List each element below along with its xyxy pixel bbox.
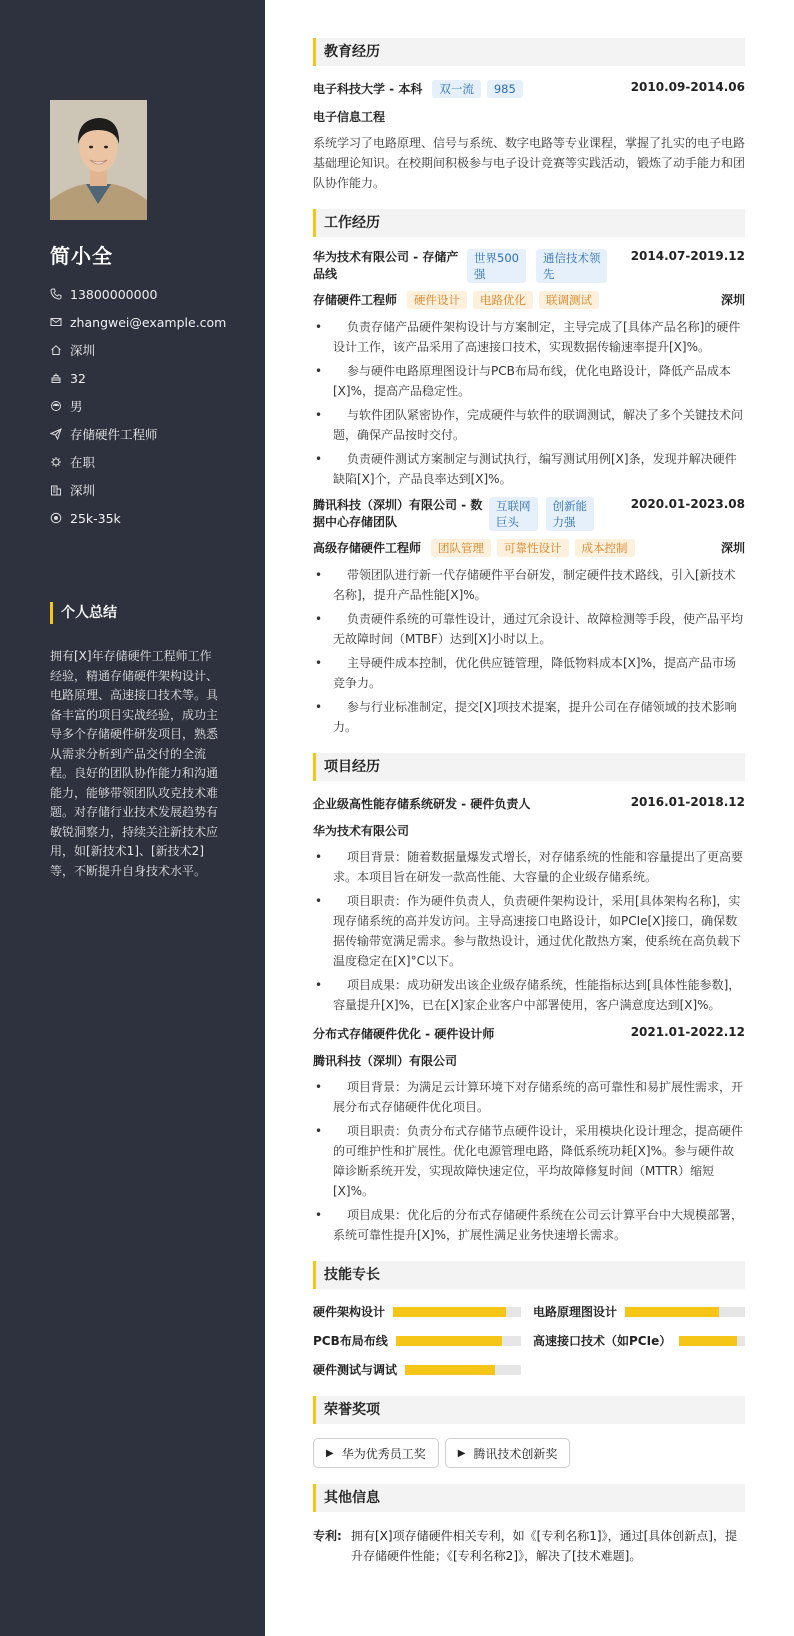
project-date: 2021.01-2022.12 xyxy=(630,1025,745,1039)
skill-bar xyxy=(396,1336,521,1346)
job-position: 存储硬件工程师 xyxy=(313,293,398,307)
project-header xyxy=(313,795,745,812)
summary-section-title: 个人总结 xyxy=(50,602,117,624)
job-city: 深圳 xyxy=(720,293,745,307)
info-text: 在职 xyxy=(70,455,96,470)
school-name: 电子科技大学 - 本科 xyxy=(313,82,423,96)
building-icon xyxy=(50,484,62,496)
job-bullets xyxy=(313,565,745,737)
education-major: 电子信息工程 xyxy=(313,110,386,124)
info-text: zhangwei@example.com xyxy=(70,314,227,330)
skill-tag: 电路优化 xyxy=(473,291,533,309)
education-description: 系统学习了电路原理、信号与系统、数字电路等专业课程，掌握了扎实的电子电路基础理论知识。在校期间积极参与电子设计竞赛等实践活动，锻炼了动手能力和团队协作能力。 xyxy=(313,136,746,190)
sidebar xyxy=(0,0,265,1636)
list-item: • 项目背景：为满足云计算环境下对存储系统的高可靠性和易扩展性需求，开展分布式存储硬件优化项目。 xyxy=(313,1077,745,1117)
skill-bar xyxy=(393,1307,521,1317)
job-entry xyxy=(313,249,745,489)
award-label: 腾讯技术创新奖 xyxy=(473,1446,558,1461)
info-text: 13800000000 xyxy=(70,286,158,302)
summary-text: 拥有[X]年存储硬件工程师工作经验，精通存储硬件架构设计、电路原理、高速接口技术等。具备丰富的项目实战经验，成功主导多个存储硬件研发项目，熟悉从需求分析到产品交付的全流程。良好的团队协作能力和沟通能力，能够带领团队攻克技术难题。对存储行业技术发展趋势有敏锐洞察力，持续关注新技术应用，如[新技术1]、[新技术2]等，不断提升自身技术水平。 xyxy=(50,649,219,878)
company-tag: 创新能 力强 xyxy=(546,497,595,531)
skill-bar xyxy=(625,1307,745,1317)
project-name: 企业级高性能存储系统研发 - 硬件负责人 xyxy=(313,797,531,811)
list-item: • 负责存储产品硬件架构设计与方案制定，主导完成了[具体产品名称]的硬件设计工作，该产品采用了高速接口技术，实现数据传输速率提升[X]%。 xyxy=(313,317,745,357)
list-item: • 项目成果：成功研发出该企业级存储系统，性能指标达到[具体性能参数]，容量提升[X]%，已在[X]家企业客户中部署使用，客户满意度达到[X]%。 xyxy=(313,975,745,1015)
skill-bar-fill xyxy=(679,1336,737,1346)
project-company: 华为技术有限公司 xyxy=(313,824,410,838)
skill-bar xyxy=(405,1365,521,1375)
skill-item xyxy=(313,1332,521,1349)
job-city: 深圳 xyxy=(720,541,745,555)
skill-tag: 硬件设计 xyxy=(407,291,467,309)
education-tag: 双一流 xyxy=(432,80,481,98)
skill-bar-fill xyxy=(393,1307,506,1317)
list-item: • 项目背景：随着数据量爆发式增长，对存储系统的性能和容量提出了更高要求。本项目旨在研发一款高性能、大容量的企业级存储系统。 xyxy=(313,847,745,887)
education-header xyxy=(313,80,745,98)
info-text: 25k-35k xyxy=(70,510,121,526)
skills-grid xyxy=(313,1303,745,1378)
candidate-name: 简小全 xyxy=(50,244,113,268)
info-text: 存储硬件工程师 xyxy=(70,427,158,442)
info-age xyxy=(50,364,250,392)
play-icon: ▶ xyxy=(457,1447,466,1459)
patent-text: 拥有[X]项存储硬件相关专利，如《[专利名称1]》，通过[具体创新点]，提升存储硬件性能；《[专利名称2]》，解决了[技术难题]。 xyxy=(351,1529,737,1563)
info-text: 深圳 xyxy=(70,343,96,358)
skill-label: 硬件架构设计 xyxy=(313,1305,386,1319)
list-item: • 与软件团队紧密协作，完成硬件与软件的联调测试，解决了多个关键技术问题，确保产品按时交付。 xyxy=(313,405,745,445)
mail-icon xyxy=(50,316,62,328)
list-item: • 项目成果：优化后的分布式存储硬件系统在公司云计算平台中大规模部署，系统可靠性提升[X]%，扩展性满足业务快速增长需求。 xyxy=(313,1205,745,1245)
job-bullets xyxy=(313,317,745,489)
list-item: • 参与硬件电路原理图设计与PCB布局布线，优化电路设计，降低产品成本[X]%，提高产品稳定性。 xyxy=(313,361,745,401)
gender-icon xyxy=(50,400,62,412)
salary-icon xyxy=(50,512,62,524)
info-city xyxy=(50,476,250,504)
project-company: 腾讯科技（深圳）有限公司 xyxy=(313,1054,458,1068)
job-position: 高级存储硬件工程师 xyxy=(313,541,422,555)
award-badge xyxy=(445,1438,571,1468)
skill-label: 电路原理图设计 xyxy=(533,1305,618,1319)
info-gender xyxy=(50,392,250,420)
company-tag: 互联网 巨头 xyxy=(489,497,538,531)
contact-info-list xyxy=(50,280,250,532)
job-position-row xyxy=(313,539,745,557)
info-status xyxy=(50,448,250,476)
list-item: • 项目职责：作为硬件负责人，负责硬件架构设计，采用[具体架构名称]，实现存储系统的高并发访问。主导高速接口电路设计，如PCIe[X]接口，确保数据传输带宽满足需求。参与散热设计，通过优化散热方案，使系统在高负载下温度稳定在[X]°C以下。 xyxy=(313,891,745,971)
patent-key: 专利: xyxy=(313,1529,342,1543)
main-content xyxy=(313,38,745,1566)
skill-bar xyxy=(679,1336,745,1346)
skill-bar-fill xyxy=(396,1336,502,1346)
patent-row xyxy=(313,1526,745,1566)
company-name: 华为技术有限公司 - 存储产 品线 xyxy=(313,250,459,281)
info-salary xyxy=(50,504,250,532)
info-target-position xyxy=(50,420,250,448)
award-label: 华为优秀员工奖 xyxy=(341,1446,426,1461)
project-bullets xyxy=(313,1077,745,1245)
education-tag: 985 xyxy=(487,80,523,98)
project-bullets xyxy=(313,847,745,1015)
company-tag: 通信技术领 先 xyxy=(536,249,608,283)
project-entry xyxy=(313,1025,745,1245)
project-header xyxy=(313,1025,745,1042)
company-name: 腾讯科技（深圳）有限公司 - 数 据中心存储团队 xyxy=(313,498,483,529)
skill-item xyxy=(533,1303,745,1320)
list-item: • 主导硬件成本控制，优化供应链管理，降低物料成本[X]%，提高产品市场竞争力。 xyxy=(313,653,745,693)
awards-section-title: 荣誉奖项 xyxy=(313,1396,745,1424)
phone-icon xyxy=(50,288,62,300)
project-date: 2016.01-2018.12 xyxy=(630,795,745,809)
projects-section-title: 项目经历 xyxy=(313,753,745,781)
age-icon xyxy=(50,372,62,384)
job-header xyxy=(313,249,745,283)
send-icon xyxy=(50,428,62,440)
home-icon xyxy=(50,344,62,356)
project-entry xyxy=(313,795,745,1015)
info-location xyxy=(50,336,250,364)
skill-item xyxy=(533,1332,745,1349)
skills-section-title: 技能专长 xyxy=(313,1261,745,1289)
skill-tag: 成本控制 xyxy=(575,539,635,557)
other-section-title: 其他信息 xyxy=(313,1484,745,1512)
project-name: 分布式存储硬件优化 - 硬件设计师 xyxy=(313,1027,495,1041)
list-item: • 项目职责：负责分布式存储节点硬件设计，采用模块化设计理念，提高硬件的可维护性和扩展性。优化电源管理电路，降低系统功耗[X]%。参与硬件故障诊断系统开发，实现故障快速定位，平均故障修复时间（MTTR）缩短[X]%。 xyxy=(313,1121,745,1201)
avatar-photo xyxy=(50,100,147,220)
skill-label: 硬件测试与调试 xyxy=(313,1363,398,1377)
play-icon: ▶ xyxy=(326,1447,334,1459)
skill-label: 高速接口技术（如PCIe） xyxy=(533,1334,672,1348)
info-text: 32 xyxy=(70,370,86,386)
job-position-row xyxy=(313,291,745,309)
status-icon xyxy=(50,456,62,468)
skill-tag: 联调测试 xyxy=(539,291,599,309)
list-item: • 负责硬件测试方案制定与测试执行，编写测试用例[X]条，发现并解决硬件缺陷[X]个，产品良率达到[X]%。 xyxy=(313,449,745,489)
skill-tag: 可靠性设计 xyxy=(497,539,569,557)
skill-item xyxy=(313,1361,521,1378)
award-badge xyxy=(313,1438,439,1468)
skill-tag: 团队管理 xyxy=(431,539,491,557)
info-text: 男 xyxy=(70,399,83,414)
job-header xyxy=(313,497,745,531)
job-entry xyxy=(313,497,745,737)
info-phone xyxy=(50,280,250,308)
list-item: • 带领团队进行新一代存储硬件平台研发，制定硬件技术路线，引入[新技术名称]，提升产品性能[X]%。 xyxy=(313,565,745,605)
company-tag: 世界500 强 xyxy=(467,249,526,283)
list-item: • 参与行业标准制定，提交[X]项技术提案，提升公司在存储领域的技术影响力。 xyxy=(313,697,745,737)
education-date: 2010.09-2014.06 xyxy=(630,80,745,94)
skill-bar-fill xyxy=(625,1307,719,1317)
work-section-title: 工作经历 xyxy=(313,209,745,237)
info-text: 深圳 xyxy=(70,483,96,498)
avatar xyxy=(50,100,147,220)
awards-list xyxy=(313,1438,745,1468)
skill-label: PCB布局布线 xyxy=(313,1334,388,1348)
info-email xyxy=(50,308,250,336)
job-date: 2014.07-2019.12 xyxy=(630,249,745,263)
skill-item xyxy=(313,1303,521,1320)
education-section-title: 教育经历 xyxy=(313,38,745,66)
job-date: 2020.01-2023.08 xyxy=(630,497,745,511)
skill-bar-fill xyxy=(405,1365,495,1375)
list-item: • 负责硬件系统的可靠性设计，通过冗余设计、故障检测等手段，使产品平均无故障时间（MTBF）达到[X]小时以上。 xyxy=(313,609,745,649)
